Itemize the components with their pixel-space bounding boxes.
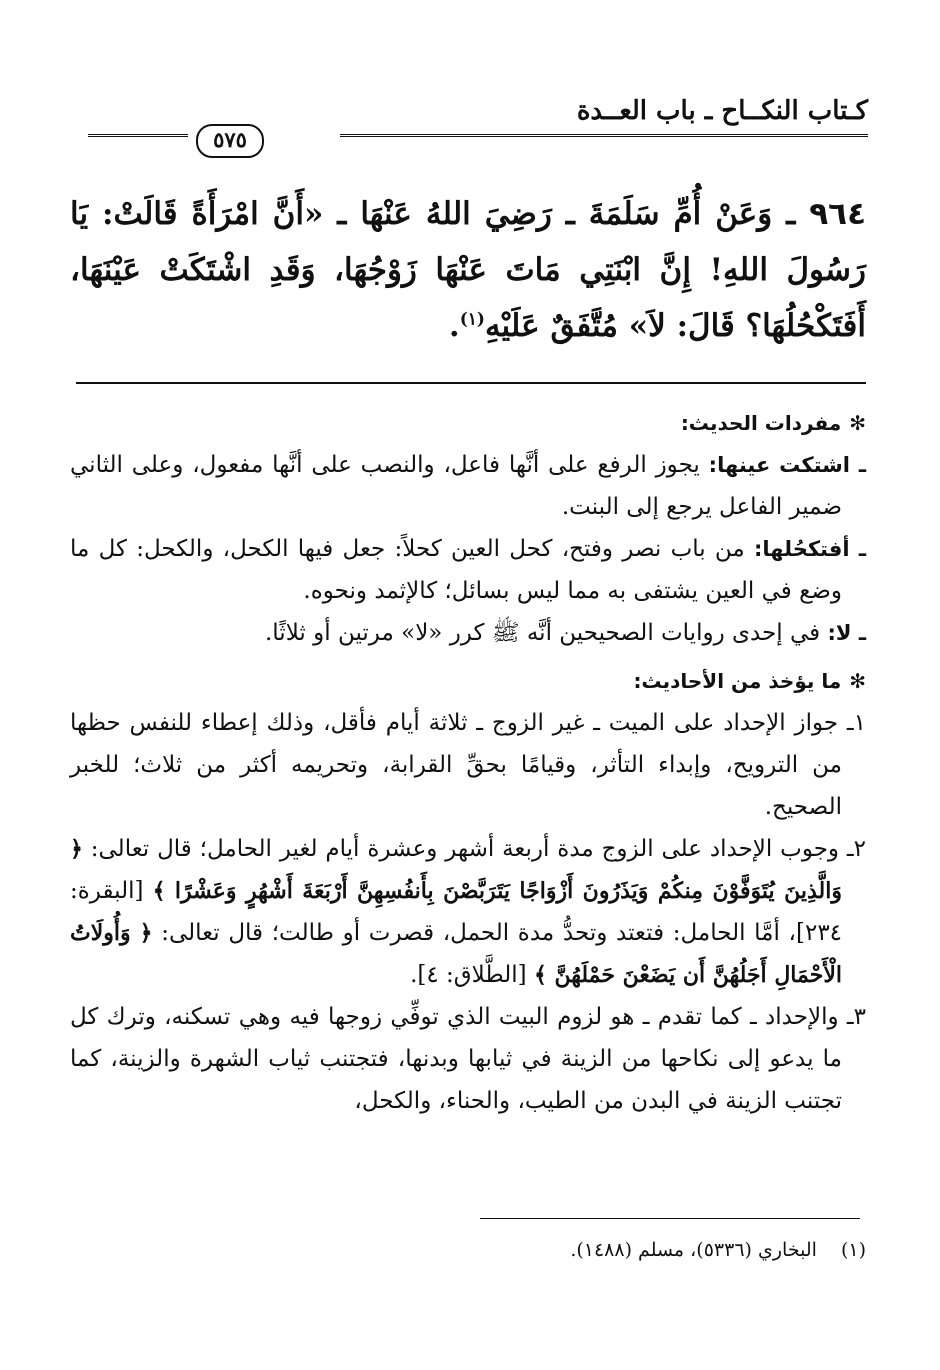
ruling-item	[70, 996, 866, 1122]
vocabulary-term: ـ اشتكت عينها:	[708, 453, 867, 477]
hadith-divider	[76, 382, 866, 384]
footnotes	[76, 1234, 866, 1266]
ruling-text: والإحداد ـ كما تقدم ـ هو لزوم البيت الذي توفِّي زوجها فيه وهي تسكنه، وترك كل ما يدعو إلى نكاحها من الزينة في ثيابها وبدنها، فتجتنب ثياب الشهرة والزينة، كما تجتنب الزينة في البدن من الطيب، والحناء، والكحل،	[70, 1004, 842, 1114]
header-rule-right	[340, 134, 868, 137]
hadith-text: وَعَنْ أُمِّ سَلَمَةَ ـ رَضِيَ اللهُ عَنْهَا ـ «أَنَّ امْرَأَةً قَالَتْ: يَا رَسُولَ اللهِ! إِنَّ ابْنَتِي مَاتَ عَنْهَا زَوْجُهَا، وَقَدِ اشْتَكَتْ عَيْنَهَا، أَفَتَكْحُلُهَا؟ قَالَ: لاَ» مُتَّفَقٌ عَلَيْهِ	[70, 196, 866, 344]
vocabulary-entry	[70, 612, 866, 654]
footnote-reference[interactable]: (١)	[459, 309, 485, 330]
footnote-text: البخاري (٥٣٣٦)، مسلم (١٤٨٨).	[570, 1239, 817, 1261]
vocabulary-term: ـ أفتكحُلها:	[753, 537, 867, 561]
hadith-end: .	[448, 308, 460, 344]
commentary	[70, 402, 866, 1122]
running-header: كـتاب النكــاح ـ باب العــدة	[576, 96, 868, 126]
vocabulary-term: ـ لا:	[827, 621, 866, 645]
footnote	[76, 1234, 866, 1266]
ruling-text: جواز الإحداد على الميت ـ غير الزوج ـ ثلاثة أيام فأقل، وذلك إعطاء للنفس حظها من الترويح، وإبداء التأثر، وقيامًا بحقِّ القرابة، وتحريمه أكثر من ثلاث؛ للخبر الصحيح.	[70, 710, 842, 820]
quran-verse: ﴿ وَالَّذِينَ يُتَوَفَّوْنَ مِنكُمْ وَيَذَرُونَ أَزْوَاجًا يَتَرَبَّصْنَ بِأَنفُسِهِنَّ أَرْبَعَةَ أَشْهُرٍ وَعَشْرًا ﴾	[70, 836, 842, 904]
hadith-dash: ـ	[786, 196, 796, 232]
page-number: ٥٧٥	[196, 124, 264, 158]
vocabulary-heading	[70, 402, 866, 444]
ruling-number: ٢ـ	[846, 836, 867, 862]
hadith-block	[70, 186, 866, 354]
vocabulary-heading-text: مفردات الحديث:	[680, 411, 842, 435]
ruling-number: ١ـ	[846, 710, 867, 736]
vocabulary-entry	[70, 444, 866, 528]
ruling-item	[70, 828, 866, 996]
ruling-text: [البقرة: ٢٣٤]، أمَّا الحامل: فتعتد وتحدُّ مدة الحمل، قصرت أو طالت؛ قال تعالى:	[70, 878, 843, 946]
ruling-item	[70, 702, 866, 828]
ruling-number: ٣ـ	[846, 1004, 866, 1030]
vocabulary-definition: من باب نصر وفتح، كحل العين كحلاً: جعل فيها الكحل، والكحل: كل ما وضع في العين يشتفى به مما ليس بسائل؛ كالإثمد ونحوه.	[70, 536, 842, 604]
quran-verse: ﴿ وَأُولَاتُ الْأَحْمَالِ أَجَلُهُنَّ أَن يَضَعْنَ حَمْلَهُنَّ ﴾	[70, 920, 842, 988]
vocabulary-entry	[70, 528, 866, 612]
rulings-heading	[70, 660, 866, 702]
asterisk-icon: ✻	[849, 669, 866, 693]
vocabulary-definition: يجوز الرفع على أنَّها فاعل، والنصب على أنَّها مفعول، وعلى الثاني ضمير الفاعل يرجع إلى البنت.	[70, 452, 842, 520]
ruling-text: وجوب الإحداد على الزوج مدة أربعة أشهر وعشرة أيام لغير الحامل؛ قال تعالى:	[90, 836, 840, 862]
asterisk-icon: ✻	[849, 411, 866, 435]
header-rule-left	[88, 134, 188, 137]
hadith-number: ٩٦٤	[809, 196, 867, 232]
ruling-text: [الطَّلاق: ٤].	[410, 962, 527, 988]
rulings-heading-text: ما يؤخذ من الأحاديث:	[633, 669, 842, 693]
vocabulary-definition: في إحدى روايات الصحيحين أنَّه ﷺ كرر «لا» مرتين أو ثلاثًا.	[264, 620, 821, 646]
footnote-number: (١)	[840, 1239, 866, 1261]
footnote-divider	[480, 1218, 860, 1219]
